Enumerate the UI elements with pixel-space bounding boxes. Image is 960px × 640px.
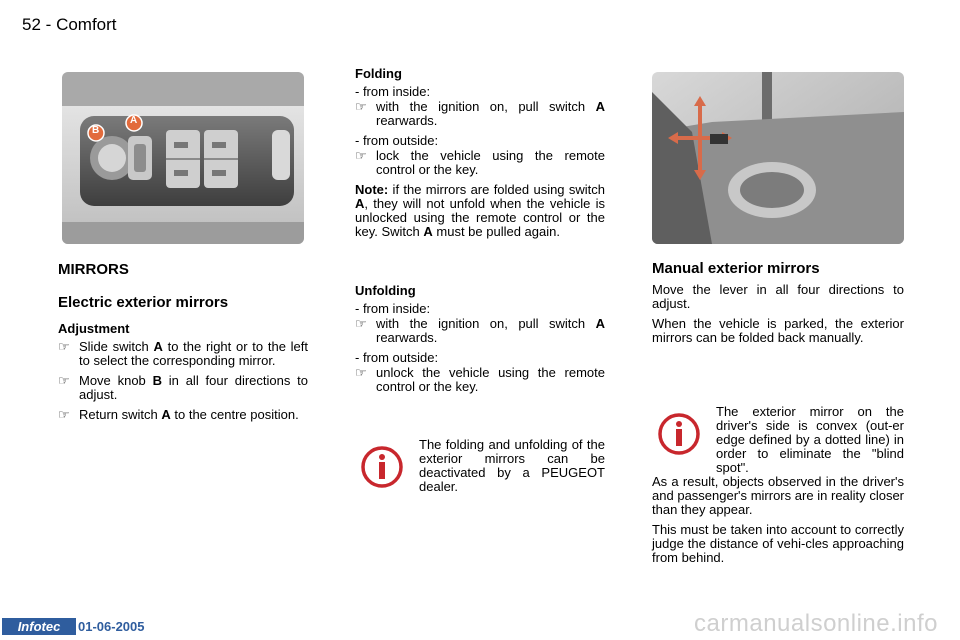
pointing-hand-icon: ☞ [58,373,70,388]
watermark: carmanualsonline.info [694,610,938,637]
manual-para-2: When the vehicle is parked, the exterior mirrors can be folded back manually. [652,316,904,345]
list-item: ☞ Move knob B in all four directions to adjust. [58,373,308,402]
mirrors-heading: MIRRORS [58,261,129,278]
unfolding-section [355,284,605,400]
pointing-hand-icon: ☞ [355,316,367,331]
infotec-logo: Infotec [2,618,76,635]
info-icon [357,445,407,494]
distance-para: This must be taken into account to correctly judge the distance of vehi-cles approaching from behind. [652,522,904,565]
switch-panel-photo [62,72,304,244]
note-paragraph: Note: if the mirrors are folded using switch A, they will not unfold when the vehicle is unlocked using the remote control or the key. Switch A must be pulled again. [355,182,605,239]
closer-para: As a result, objects observed in the driver's and passenger's mirrors are in reality closer than they appear. [652,474,904,517]
list-item: ☞ with the ignition on, pull switch A rearwards. [355,99,605,128]
folding-outside-label: - from outside: [355,133,439,148]
pointing-hand-icon: ☞ [58,339,70,354]
folding-info-text: The folding and unfolding of the exterior mirrors can be deactivated by a PEUGEOT dealer. [419,437,605,494]
unfolding-inside-label: - from inside: [355,301,431,316]
right-column [652,262,904,351]
electric-mirrors-heading: Electric exterior mirrors [58,294,229,311]
list-item: ☞ with the ignition on, pull switch A rearwards. [355,316,605,345]
list-item: ☞ Return switch A to the centre position. [58,407,299,422]
folding-heading: Folding [355,66,402,81]
manual-para-1: Move the lever in all four directions to adjust. [652,282,904,311]
pointing-hand-icon: ☞ [58,407,70,422]
list-item: ☞ unlock the vehicle using the remote control or the key. [355,365,605,394]
label-a: A [130,115,138,126]
list-item: ☞ lock the vehicle using the remote control or the key. [355,148,605,177]
label-b: B [92,125,100,136]
manual-mirrors-heading: Manual exterior mirrors [652,260,820,277]
pointing-hand-icon: ☞ [355,148,367,163]
folding-section [355,67,605,245]
header-separator: - [45,15,52,34]
convex-mirror-info: The exterior mirror on the driver's side is convex (out-er edge defined by a dotted line) in order to eliminate the "blind spot". [716,404,904,475]
page-header [22,15,117,35]
unfolding-outside-label: - from outside: [355,350,439,365]
page-number: 52 [22,15,41,34]
folding-inside-label: - from inside: [355,84,431,99]
unfolding-heading: Unfolding [355,283,416,298]
info-icon [654,412,704,461]
door-lever-photo [652,72,904,244]
adjustment-heading: Adjustment [58,321,130,336]
list-item: ☞ Slide switch A to the right or to the left to select the corresponding mirror. [58,339,308,368]
pointing-hand-icon: ☞ [355,99,367,114]
right-bottom-text [652,475,904,571]
pointing-hand-icon: ☞ [355,365,367,380]
footer-date: 01-06-2005 [78,619,145,634]
section-title: Comfort [56,15,117,34]
left-column [58,263,308,428]
